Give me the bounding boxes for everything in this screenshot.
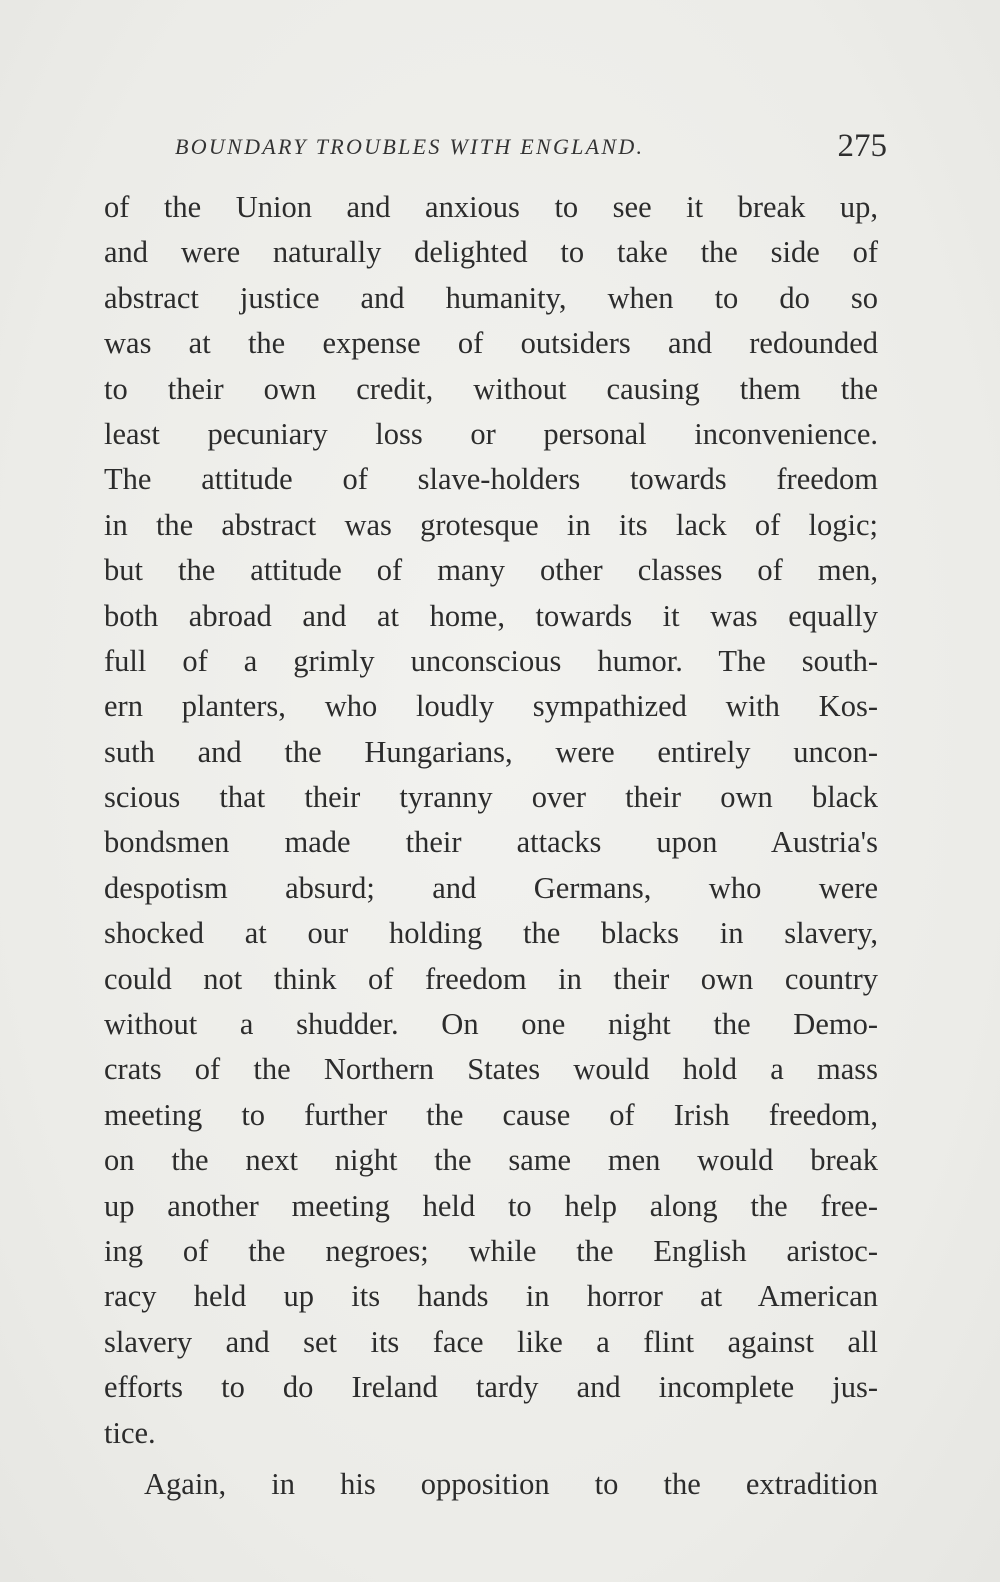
text-line: meeting to further the cause of Irish freedom,	[104, 1097, 878, 1132]
text-line: least pecuniary loss or personal inconvenience.	[104, 416, 878, 451]
text-line: despotism absurd; and Germans, who were	[104, 870, 878, 905]
text-line: Again, in his opposition to the extradition	[144, 1466, 878, 1501]
body-text	[104, 185, 878, 1507]
text-line: shocked at our holding the blacks in slavery,	[104, 916, 878, 951]
text-line: but the attitude of many other classes of men,	[104, 553, 878, 588]
text-line: efforts to do Ireland tardy and incomplete jus-	[104, 1370, 878, 1405]
text-line: racy held up its hands in horror at American	[104, 1279, 878, 1314]
text-line: of the Union and anxious to see it break up,	[104, 190, 878, 224]
text-line: on the next night the same men would break	[104, 1143, 878, 1178]
text-line: full of a grimly unconscious humor. The south-	[104, 643, 878, 678]
text-line: up another meeting held to help along the free-	[104, 1188, 878, 1223]
text-line: scious that their tyranny over their own black	[104, 780, 878, 815]
text-line: and were naturally delighted to take the side of	[104, 235, 878, 270]
text-line: was at the expense of outsiders and redounded	[104, 326, 878, 361]
page-number: 275	[837, 128, 887, 164]
text-line: crats of the Northern States would hold a mass	[104, 1052, 878, 1087]
text-line: ing of the negroes; while the English aristoc-	[104, 1233, 878, 1268]
paragraph-2	[104, 1462, 878, 1507]
text-line: in the abstract was grotesque in its lack of logic;	[104, 507, 878, 542]
text-line: tice.	[104, 1415, 156, 1450]
running-head	[175, 128, 887, 168]
text-line: The attitude of slave-holders towards freedom	[104, 462, 878, 497]
text-line: abstract justice and humanity, when to do so	[104, 280, 878, 315]
text-line: bondsmen made their attacks upon Austria's	[104, 825, 878, 860]
text-line: could not think of freedom in their own country	[104, 961, 878, 996]
text-line: suth and the Hungarians, were entirely uncon-	[104, 734, 878, 769]
text-line: both abroad and at home, towards it was equally	[104, 598, 878, 633]
text-line: to their own credit, without causing them the	[104, 371, 878, 406]
running-title: BOUNDARY TROUBLES WITH ENGLAND.	[175, 134, 645, 159]
text-line: slavery and set its face like a flint against all	[104, 1324, 878, 1359]
text-line: without a shudder. On one night the Demo-	[104, 1007, 878, 1042]
text-line: ern planters, who loudly sympathized with Kos-	[104, 689, 878, 724]
paragraph-1	[104, 185, 878, 1456]
